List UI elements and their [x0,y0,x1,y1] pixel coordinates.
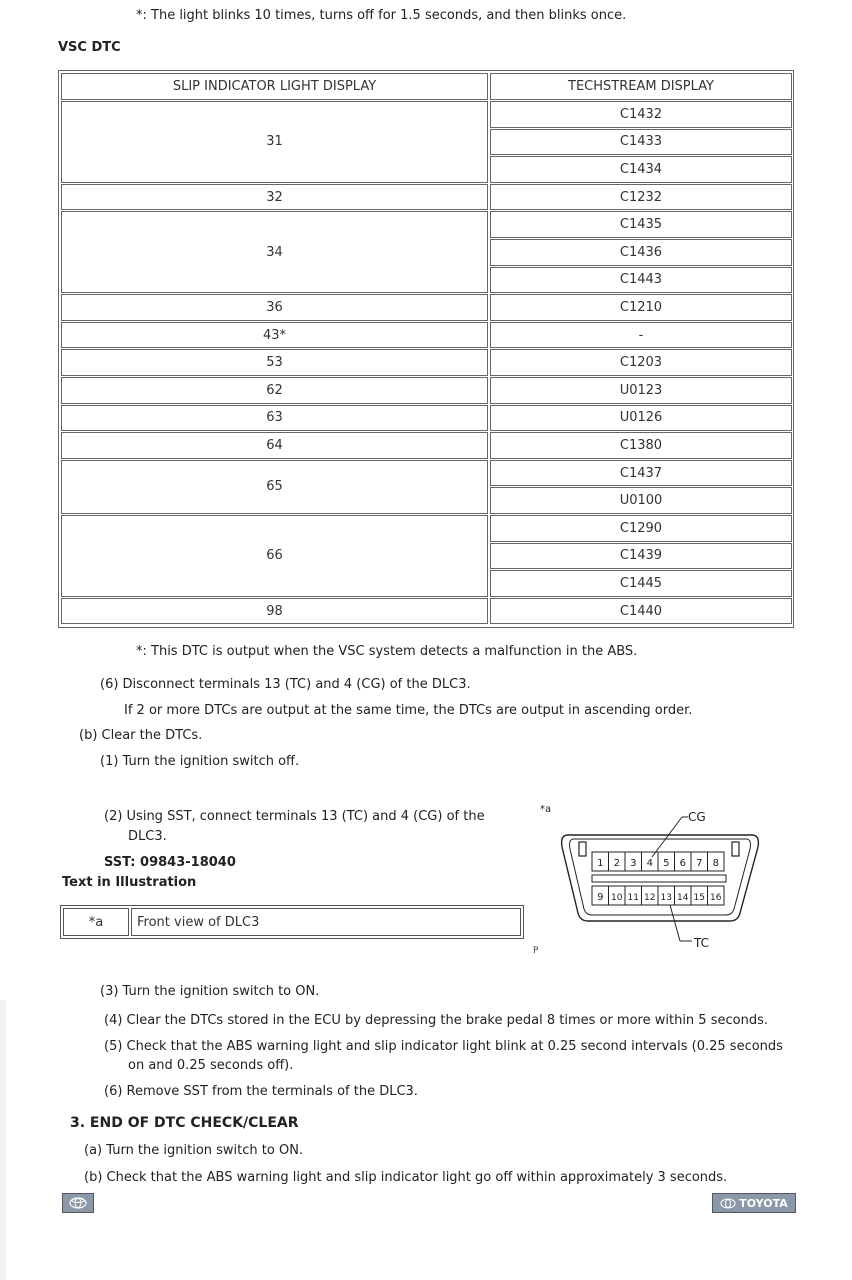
section-title: VSC DTC [58,40,121,55]
step-connect-sst-line2: DLC3. [128,829,167,844]
pin-number: 8 [712,858,719,869]
top-pin-row [592,852,724,871]
header-techstream: TECHSTREAM DISPLAY [490,73,792,100]
dtc-code-cell: C1433 [490,129,792,156]
dtc-table [58,70,794,628]
diagram-label-p: P [533,946,539,956]
dtc-code-cell: U0126 [490,405,792,432]
slip-code-cell: 63 [61,405,488,432]
legend-value: Front view of DLC3 [131,908,521,936]
dtc-code-cell: C1232 [490,184,792,211]
slip-code-cell: 98 [61,598,488,625]
cg-leader-line [652,817,682,857]
step-6-disconnect: (6) Disconnect terminals 13 (TC) and 4 (CG) of the DLC3. [100,677,471,692]
home-button[interactable] [62,1193,94,1213]
slip-code-cell: 66 [61,515,488,597]
sst-number: SST: 09843-18040 [104,855,236,870]
tc-leader-line [670,905,680,941]
dtc-code-cell: C1439 [490,543,792,570]
pin-number: 1 [597,858,604,869]
ascending-order-note: If 2 or more DTCs are output at the same time, the DTCs are output in ascending order. [124,703,693,718]
table-footnote: *: This DTC is output when the VSC system detects a malfunction in the ABS. [136,644,638,659]
dtc-code-cell: - [490,322,792,349]
step-check-blink-line1: (5) Check that the ABS warning light and slip indicator light blink at 0.25 second intervals (0.25 seconds [104,1039,783,1054]
pin-number: 9 [597,892,604,903]
slip-code-cell: 65 [61,460,488,514]
slip-code-cell: 53 [61,349,488,376]
header-slip-indicator: SLIP INDICATOR LIGHT DISPLAY [61,73,488,100]
end-step-ignition-on: (a) Turn the ignition switch to ON. [84,1143,304,1158]
toyota-emblem-icon [69,1197,87,1209]
pin-number: 14 [677,893,689,903]
bottom-pin-row [592,886,724,905]
clear-dtcs-heading: (b) Clear the DTCs. [79,728,203,743]
dtc-code-cell: C1436 [490,239,792,266]
end-step-check-lights-off: (b) Check that the ABS warning light and slip indicator light go off within approximately 3 seconds. [84,1170,728,1185]
pin-number: 4 [646,858,653,869]
text-in-illustration-title: Text in Illustration [62,875,197,890]
slip-code-cell: 62 [61,377,488,404]
slip-code-cell: 64 [61,432,488,459]
pin-number: 11 [627,893,639,903]
toyota-logo-button[interactable] [712,1193,796,1213]
page-edge-strip [0,1000,6,1280]
pin-number: 7 [696,858,703,869]
pin-number: 2 [613,858,620,869]
toyota-emblem-icon [720,1198,736,1209]
pin-number: 15 [693,893,705,903]
step-clear-by-brake: (4) Clear the DTCs stored in the ECU by depressing the brake pedal 8 times or more within 5 seconds. [104,1013,768,1028]
dtc-code-cell: U0100 [490,487,792,514]
connector-housing [562,835,759,921]
dtc-code-cell: U0123 [490,377,792,404]
right-latch [732,842,739,856]
slip-code-cell: 31 [61,101,488,183]
top-note: *: The light blinks 10 times, turns off for 1.5 seconds, and then blinks once. [136,8,627,23]
step-check-blink-line2: on and 0.25 seconds off). [128,1058,294,1073]
dtc-code-cell: C1290 [490,515,792,542]
dtc-code-cell: C1432 [490,101,792,128]
dtc-code-cell: C1203 [490,349,792,376]
dtc-code-cell: C1437 [490,460,792,487]
dtc-code-cell: C1380 [490,432,792,459]
diagram-label-cg: CG [688,810,706,824]
slip-code-cell: 34 [61,211,488,293]
dtc-code-cell: C1440 [490,598,792,625]
dlc3-connector-diagram [530,795,800,965]
pin-number: 5 [663,858,670,869]
step-turn-ignition-on: (3) Turn the ignition switch to ON. [100,984,320,999]
pin-number: 13 [660,893,672,903]
slip-code-cell: 32 [61,184,488,211]
end-dtc-heading: 3. END OF DTC CHECK/CLEAR [70,1115,299,1131]
pin-number: 12 [644,893,656,903]
toyota-brand-text: TOYOTA [739,1196,788,1210]
dtc-code-cell: C1434 [490,156,792,183]
illustration-legend-table [60,905,524,939]
left-latch [579,842,586,856]
step-turn-ignition-off: (1) Turn the ignition switch off. [100,754,300,769]
pin-number: 3 [630,858,637,869]
pin-number: 6 [679,858,686,869]
pin-number: 10 [611,893,623,903]
pin-number: 16 [710,893,722,903]
step-remove-sst: (6) Remove SST from the terminals of the DLC3. [104,1084,418,1099]
slip-code-cell: 43* [61,322,488,349]
dtc-code-cell: C1445 [490,570,792,597]
dtc-code-cell: C1435 [490,211,792,238]
pin-divider [592,875,726,882]
dtc-code-cell: C1443 [490,267,792,294]
dtc-code-cell: C1210 [490,294,792,321]
slip-code-cell: 36 [61,294,488,321]
legend-key: *a [63,908,129,936]
diagram-label-a: *a [540,804,552,815]
step-connect-sst-line1: (2) Using SST, connect terminals 13 (TC) and 4 (CG) of the [104,809,485,824]
diagram-label-tc: TC [694,936,710,950]
